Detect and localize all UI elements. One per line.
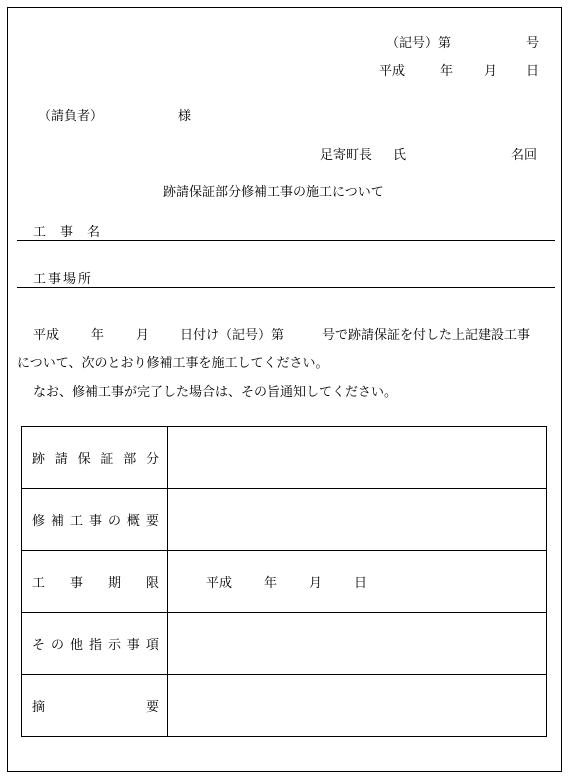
koji-mei-label: 工事名 xyxy=(33,225,115,240)
table-row xyxy=(22,551,547,613)
date-year: 年 xyxy=(440,64,454,79)
kigo-label: （記号） xyxy=(386,36,439,51)
deadline-month: 月 xyxy=(309,576,323,591)
row-label-cell xyxy=(22,613,168,675)
row-label-cell xyxy=(22,551,168,613)
date-month: 月 xyxy=(484,64,498,79)
instruction-table xyxy=(21,426,547,737)
issuer-shi: 氏 xyxy=(393,148,407,163)
body-month: 月 xyxy=(136,328,150,343)
label-sonota: そ の 他 指 示 事 項 xyxy=(32,638,159,653)
koji-mei-underline xyxy=(17,240,555,241)
body-line3: なお、修補工事が完了した場合は、その旨通知してください。 xyxy=(33,385,398,400)
go-label: 号 xyxy=(526,36,540,51)
table-row xyxy=(22,489,547,551)
label-tekiyo: 摘 要 xyxy=(32,700,159,715)
date-day: 日 xyxy=(526,64,540,79)
body-heisei: 平成 xyxy=(33,328,60,343)
deadline-year: 年 xyxy=(264,576,278,591)
body-line2: について、次のとおり修補工事を施工してください。 xyxy=(17,356,329,371)
table-row xyxy=(22,427,547,489)
issuer-seal: 名回 xyxy=(511,148,538,163)
body-date-ref: 日付け（記号）第 xyxy=(180,328,285,343)
dai-label: 第 xyxy=(438,36,452,51)
deadline-heisei: 平成 xyxy=(206,576,233,591)
row-label-cell xyxy=(22,675,168,737)
gaiyo-value[interactable] xyxy=(168,489,547,551)
addressee-sama: 様 xyxy=(178,109,192,124)
label-gaiyo: 修 補 工 事 の 概 要 xyxy=(32,514,159,529)
row-label-cell xyxy=(22,489,168,551)
issuer-title: 足寄町長 xyxy=(320,148,373,163)
jiseki-value[interactable] xyxy=(168,427,547,489)
body-line1-tail: 号で跡請保証を付した上記建設工事 xyxy=(322,328,531,343)
deadline-day: 日 xyxy=(354,576,368,591)
table-row xyxy=(22,613,547,675)
kigen-value[interactable] xyxy=(168,551,547,613)
row-label-cell xyxy=(22,427,168,489)
koji-basho-label: 工事場所 xyxy=(33,272,94,287)
table-row xyxy=(22,675,547,737)
body-year: 年 xyxy=(91,328,105,343)
label-jiseki: 跡 請 保 証 部 分 xyxy=(32,452,159,467)
document-title: 跡請保証部分修補工事の施工について xyxy=(163,185,384,200)
addressee-label: （請負者） xyxy=(38,109,104,124)
date-heisei: 平成 xyxy=(379,64,406,79)
sonota-value[interactable] xyxy=(168,613,547,675)
tekiyo-value[interactable] xyxy=(168,675,547,737)
label-kigen: 工 事 期 限 xyxy=(32,576,159,591)
koji-basho-underline xyxy=(17,287,555,288)
